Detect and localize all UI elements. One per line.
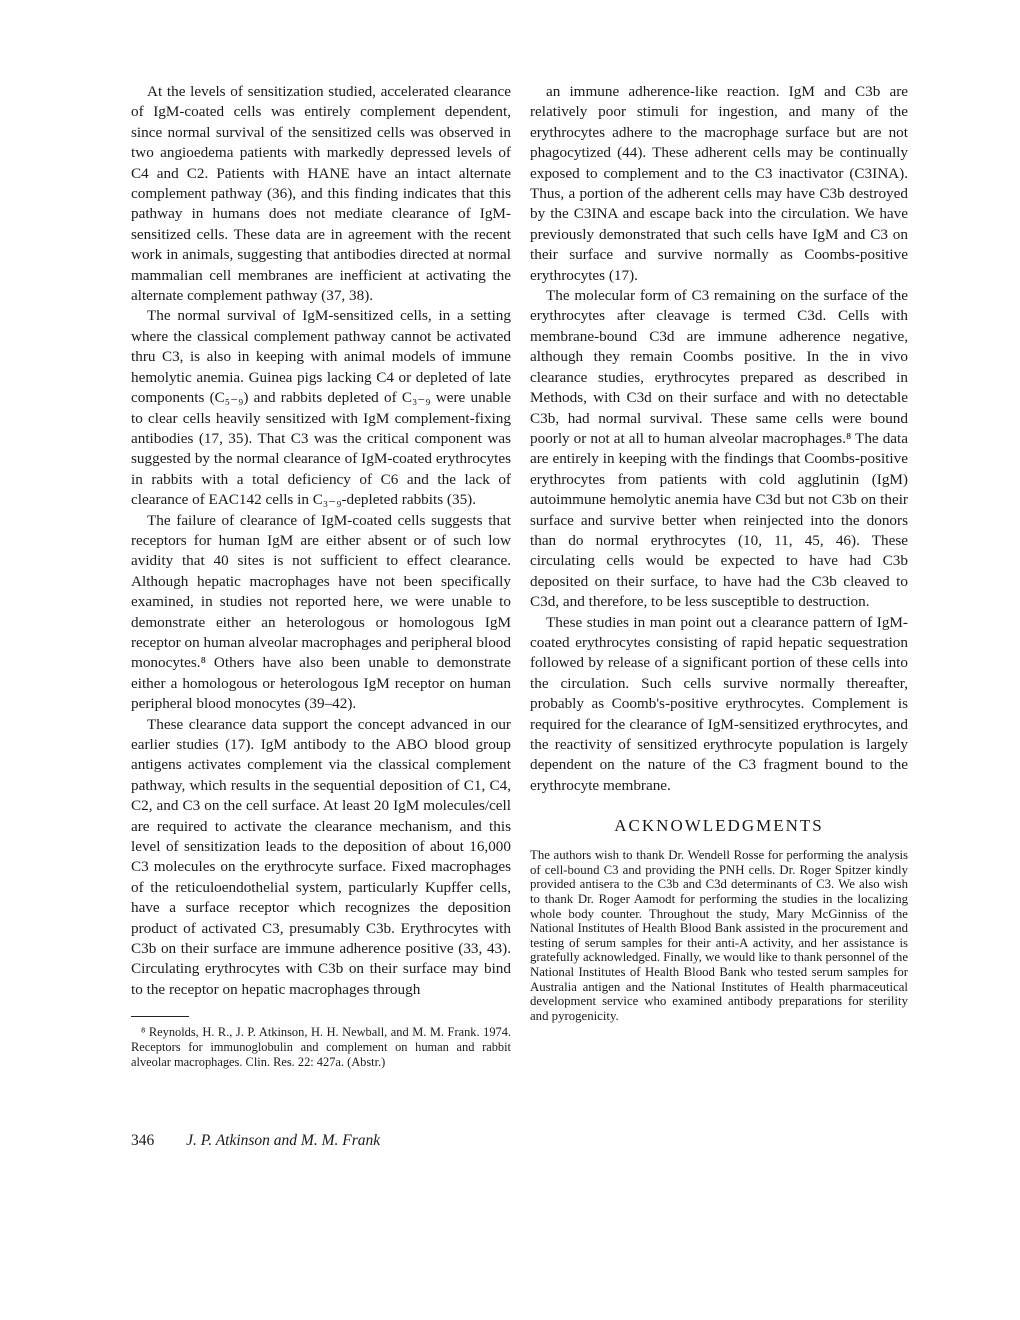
paragraph: At the levels of sensitization studied, accelerated clearance of IgM-coated cells was entirely complement dependent, since normal survival of the sensitized cells was observed in two angioedema patients with markedly depressed levels of C4 and C2. Patients with HANE have an intact alternate complement pathway (36), and this finding indicates that this pathway in humans does not mediate clearance of IgM-sensitized cells. These data are in agreement with the recent work in animals, suggesting that antibodies directed at normal mammalian cell membranes are inefficient at activating the alternate complement pathway (37, 38). [131,83,511,305]
footnote-divider [131,1016,189,1017]
left-column [131,82,511,1070]
page-number: 346 [131,1132,155,1149]
paragraph: The molecular form of C3 remaining on the surface of the erythrocytes after cleavage is termed C3d. Cells with membrane-bound C3d are immune adherence negative, although they remain Coombs positive. In the in vivo clearance studies, erythrocytes prepared as described in Methods, with C3d on their surface and with no detectable C3b, had normal survival. These same cells were bound poorly or not at all to human alveolar macrophages.⁸ The data are entirely in keeping with the findings that Coombs-positive erythrocytes from patients with cold agglutinin (IgM) autoimmune hemolytic anemia have C3d but not C3b on their surface and survive better when reinjected into the donors than do normal erythrocytes (10, 11, 45, 46). These circulating cells would be expected to have had C3b deposited on their surface, to have had the C3b cleaved to C3d, and therefore, to be less susceptible to destruction. [530,287,908,611]
paragraph: The normal survival of IgM-sensitized cells, in a setting where the classical complement pathway cannot be activated thru C3, is also in keeping with animal models of immune hemolytic anemia. Guinea pigs lacking C4 or depleted of late components (C₅₋₉) and rabbits depleted of C₃₋₉ were unable to clear cells heavily sensitized with IgM complement-fixing antibodies (17, 35). That C3 was the critical component was suggested by the normal clearance of IgM-coated erythrocytes in rabbits with a total deficiency of C6 and the lack of clearance of EAC142 cells in C₃₋₉-depleted rabbits (35). [131,307,511,509]
running-authors: J. P. Atkinson and M. M. Frank [186,1132,381,1149]
running-footer [131,1132,380,1150]
paragraph: These clearance data support the concept advanced in our earlier studies (17). IgM antibody to the ABO blood group antigens activates complement via the classical complement pathway, which results in the sequential deposition of C1, C4, C2, and C3 on the cell surface. At least 20 IgM molecules/cell are required to activate the clearance mechanism, and this level of sensitization leads to the deposition of about 16,000 C3 molecules on the erythrocyte surface. Fixed macrophages of the reticuloendothelial system, particularly Kupffer cells, have a surface receptor which recognizes the deposition product of activated C3, presumably C3b. Erythrocytes with C3b on their surface are immune adherence positive (33, 43). Circulating erythrocytes with C3b on their surface may bind to the receptor on hepatic macrophages through [131,715,511,998]
footnote: ⁸ Reynolds, H. R., J. P. Atkinson, H. H. Newball, and M. M. Frank. 1974. Receptors for immunoglobulin and complement on human and rabbit alveolar macrophages. Clin. Res. 22: 427a. (Abstr.) [131,1025,511,1069]
right-column [530,82,908,1023]
paragraph: an immune adherence-like reaction. IgM and C3b are relatively poor stimuli for ingestion, and many of the erythrocytes adhere to the macrophage surface but are not phagocytized (44). These adherent cells may be continually exposed to complement and to the C3 inactivator (C3INA). Thus, a portion of the adherent cells may have C3b destroyed by the C3INA and escape back into the circulation. We have previously demonstrated that such cells have IgM and C3 on their surface and survive normally as Coombs-positive erythrocytes (17). [530,83,908,284]
paragraph: The failure of clearance of IgM-coated cells suggests that receptors for human IgM are either absent or of such low avidity that 40 sites is not sufficient to effect clearance. Although hepatic macrophages have not been specifically examined, in studies not reported here, we were unable to demonstrate either an heterologous or homologous IgM receptor on human alveolar macrophages and peripheral blood monocytes.⁸ Others have also been unable to demonstrate either a homologous or heterologous IgM receptor on human peripheral blood monocytes (39–42). [131,511,511,713]
paragraph: These studies in man point out a clearance pattern of IgM-coated erythrocytes consisting of rapid hepatic sequestration followed by release of a significant portion of these cells into the circulation. Such cells survive normally thereafter, probably as Coomb's-positive erythrocytes. Complement is required for the clearance of IgM-sensitized erythrocytes, and the reactivity of sensitized erythrocyte population is largely dependent on the nature of the C3 fragment bound to the erythrocyte membrane. [530,613,908,794]
acknowledgments-heading: ACKNOWLEDGMENTS [614,816,824,836]
acknowledgments-text: The authors wish to thank Dr. Wendell Rosse for performing the analysis of cell-bound C3 and providing the PNH cells. Dr. Roger Spitzer kindly provided antisera to the C3b and C3d determinants of C3. We also wish to thank Dr. Roger Aamodt for performing the studies in the localizing whole body counter. Throughout the study, Mary McGinniss of the National Institutes of Health Blood Bank assisted in the procurement and testing of serum samples for their anti-A activity, and her assistance is gratefully acknowledged. Finally, we would like to thank personnel of the National Institutes of Health Blood Bank who tested serum samples for Australia antigen and the National Institutes of Health pharmaceutical development service who examined antibody preparations for sterility and pyrogenicity. [530,848,909,1023]
